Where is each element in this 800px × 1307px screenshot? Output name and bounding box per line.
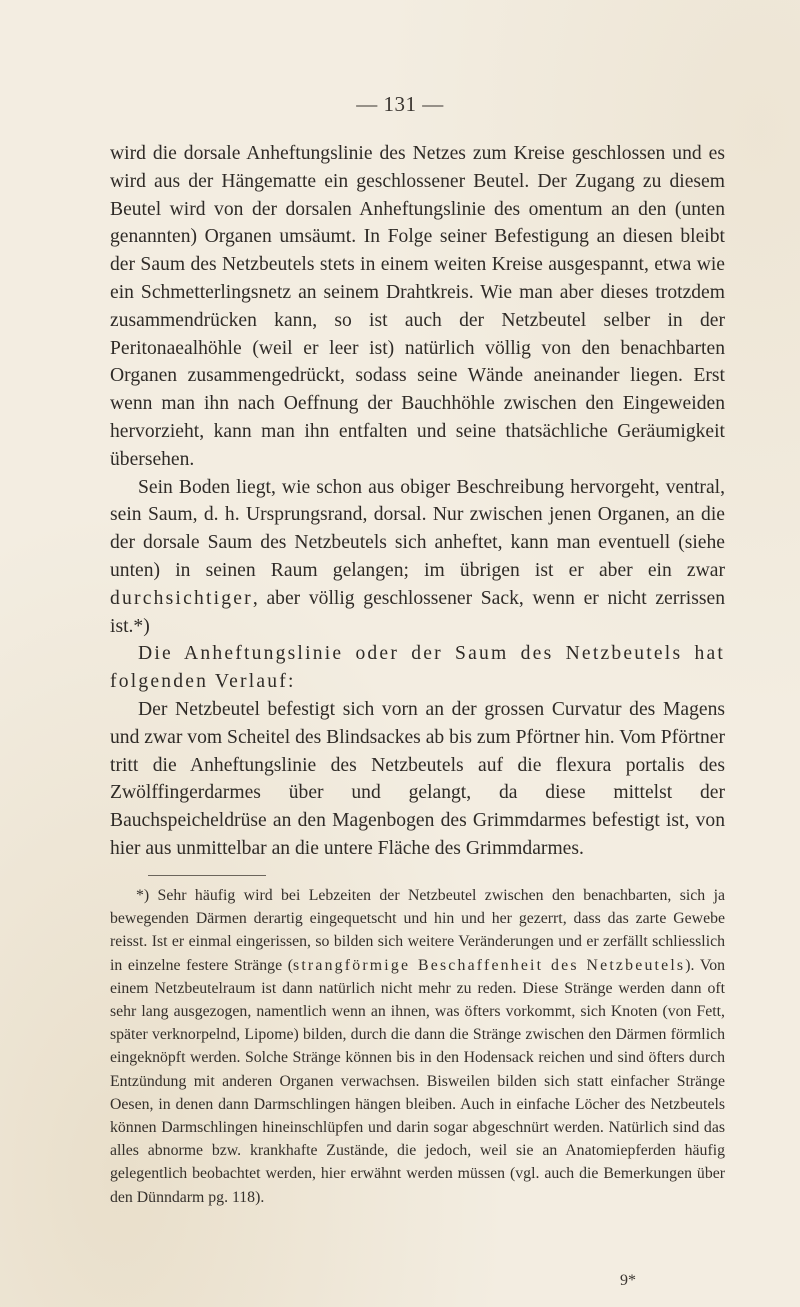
- main-text: [110, 140, 725, 863]
- paragraph-2-text-b: , aber völlig geschlossener Sack, wenn er nicht zerrissen ist.*): [110, 587, 725, 637]
- footnote-divider: [148, 875, 266, 876]
- footnote-text-b: ). Von einem Netzbeutelraum ist dann natürlich nicht mehr zu reden. Diese Stränge werden dann oft sehr lang ausgezogen, namentlich wenn an ihnen, was öfters vorkommt, sich Knoten (von Fett, später verknorpelnd, Lipome) bilden, durch die dann die Stränge zwischen den Därmen förmlich eingeknöpft werden. Solche Stränge können bis in den Hodensack reichen und sind öfters durch Entzündung mit anderen Organen verwachsen. Bisweilen bilden sich statt einfacher Stränge Oesen, in denen dann Darmschlingen hängen bleiben. Auch in einfache Löcher des Netzbeutels können Darmschlingen hineinschlüpfen und darin sogar abgeschnürt werden. Natürlich sind das alles abnorme bzw. krankhafte Zustände, die jedoch, weil sie an Anatomiepferden häufig gelegentlich beobachtet werden, hier erwähnt werden müssen (vgl. auch die Bemerkungen über den Dünndarm pg. 118).: [110, 956, 726, 1206]
- paragraph-3-heading: Die Anheftungslinie oder der Saum des Netzbeutels hat folgenden Verlauf:: [110, 643, 725, 693]
- footnote-text-a: *) Sehr häufig wird bei Lebzeiten der Netzbeutel zwischen den benachbarten, sich ja bewegenden Därmen derartig eingequetscht und hin und her gezerrt, dass das zarte Gewebe reisst. Ist er einmal eingerissen, so bilden sich weitere Veränderungen und er zerfällt schliesslich in einzelne festere Stränge (: [110, 887, 725, 974]
- page-number: — 131 —: [356, 92, 444, 116]
- paragraph-4: Der Netzbeutel befestigt sich vorn an der grossen Curvatur des Magens und zwar vom Scheitel des Blindsackes ab bis zum Pförtner hin. Vom Pförtner tritt die Anheftungslinie des Netzbeutels auf die flexura portalis des Zwölffingerdarmes über und gelangt, da diese mittelst der Bauchspeicheldrüse an den Magenbogen des Grimmdarmes befestigt ist, von hier aus unmittelbar an die untere Fläche des Grimmdarmes.: [110, 698, 725, 859]
- paragraph-2: [110, 474, 725, 641]
- signature-mark: 9*: [620, 1272, 636, 1289]
- footnote-paragraph: [110, 884, 725, 1209]
- paragraph-2-emphasis: durchsichtiger: [110, 587, 253, 609]
- footnote: [110, 884, 725, 1209]
- paragraph-2-text-a: Sein Boden liegt, wie schon aus obiger Beschreibung hervorgeht, ventral, sein Saum, d. h. Ursprungsrand, dorsal. Nur zwischen jenen Organen, an die der dorsale Saum des Netzbeutels sich anheftet, kann man eventuell (siehe unten) in seinen Raum gelangen; im übrigen ist er aber ein zwar: [110, 476, 725, 581]
- footnote-emphasis: strangförmige Beschaffenheit des Netzbeutels: [292, 956, 686, 974]
- paragraph-1: wird die dorsale Anheftungslinie des Netzes zum Kreise geschlossen und es wird aus der Hängematte ein geschlossener Beutel. Der Zugang zu diesem Beutel wird von der dorsalen Anheftungslinie des omentum an den (unten genannten) Organen umsäumt. In Folge seiner Befestigung an diesen bleibt der Saum des Netzbeutels stets in einem weiten Kreise ausgespannt, etwa wie ein Schmetterlingsnetz an seinem Drahtkreis. Wie man aber dieses trotzdem zusammendrücken kann, so ist auch der Netzbeutel selber in der Peritonaealhöhle (weil er leer ist) natürlich völlig von den benachbarten Organen zusammengedrückt, sodass seine Wände aneinander liegen. Erst wenn man ihn nach Oeffnung der Bauchhöhle zwischen den Eingeweiden hervorzieht, kann man ihn entfalten und seine thatsächliche Geräumigkeit übersehen.: [110, 143, 725, 470]
